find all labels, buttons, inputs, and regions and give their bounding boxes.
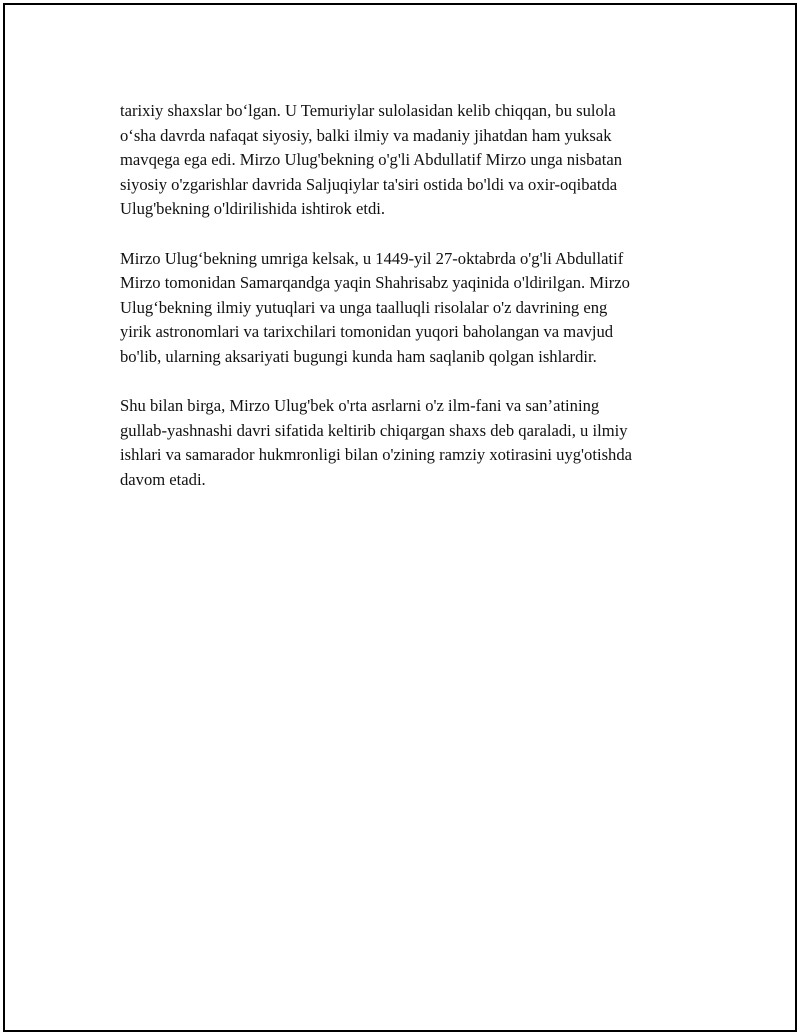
document-page [3,3,797,1032]
paragraph-1: tarixiy shaxslar bo‘lgan. U Temuriylar sulolasidan kelib chiqqan, bu sulola o‘sha davrda nafaqat siyosiy, balki ilmiy va madaniy jihatdan ham yuksak mavqega ega edi. Mirzo Ulug'bekning o'g'li Abdullatif Mirzo unga nisbatan siyosiy o'zgarishlar davrida Saljuqiylar ta'siri ostida bo'ldi va oxir-oqibatda Ulug'bekning o'ldirilishida ishtirok etdi. [120,101,623,219]
document-body [120,99,700,517]
paragraph-2: Mirzo Ulug‘bekning umriga kelsak, u 1449-yil 27-oktabrda o'g'li Abdullatif Mirzo tomonidan Samarqandga yaqin Shahrisabz yaqinida o'ldirilgan. Mirzo Ulug‘bekning ilmiy yutuqlari va unga taalluqli risolalar o'z davrining eng yirik astronomlari va tarixchilari tomonidan yuqori baholangan va mavjud bo'lib, ularning aksariyati bugungi kunda ham saqlanib qolgan ishlardir. [120,248,630,366]
paragraph-3: Shu bilan birga, Mirzo Ulug'bek o'rta asrlarni o'z ilm-fani va san’atining gullab-yashnashi davri sifatida keltirib chiqargan shaxs deb qaraladi, u ilmiy ishlari va samarador hukmronligi bilan o'zining ramziy xotirasini uyg'otishda davom etadi. [120,396,632,489]
